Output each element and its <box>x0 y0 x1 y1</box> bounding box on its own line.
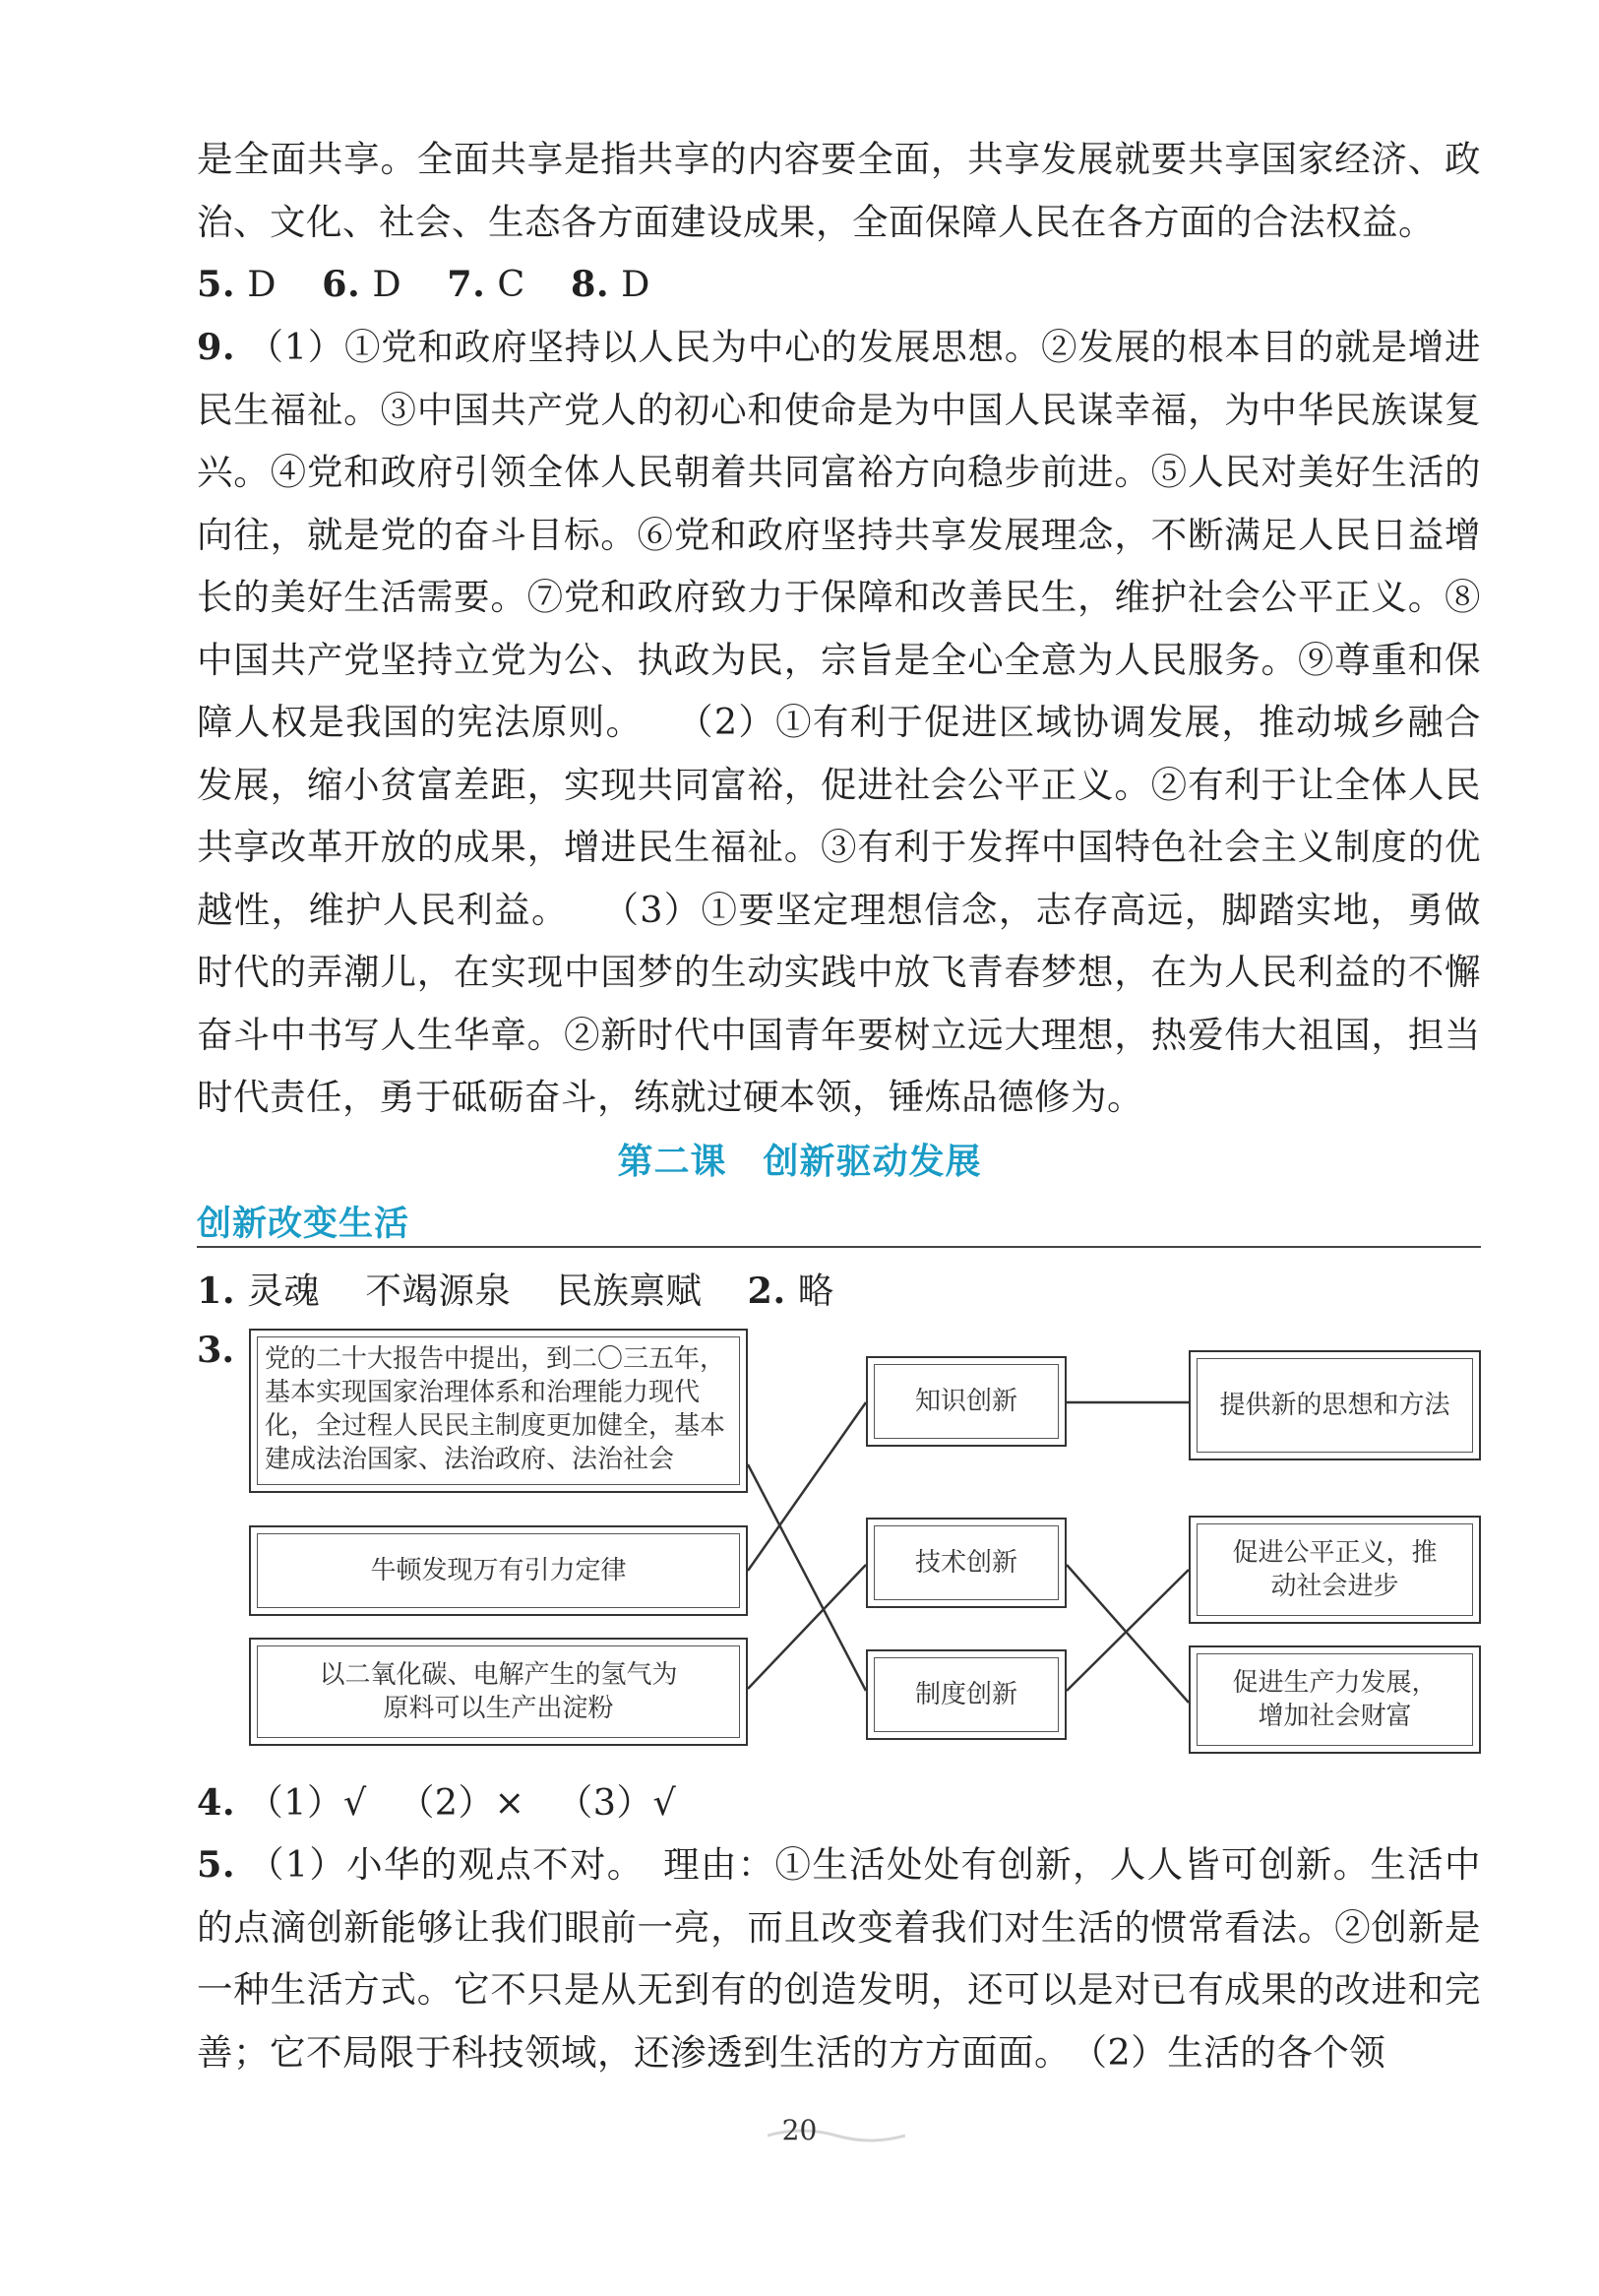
middle-box-tech-innovation-text: 技术创新 <box>914 1548 1017 1578</box>
q6-num: 6. <box>322 263 361 305</box>
connector-left2-to-knowledge <box>748 1402 866 1571</box>
q4-item-1: （1）√ <box>247 1781 367 1824</box>
intro-paragraph <box>197 128 1481 253</box>
q9-part3: （3）①要坚定理想信念，志存高远，脚踏实地，勇做时代的弄潮儿，在实现中国梦的生动实践中放飞青春梦想，在为人民利益的不懈奋斗中书写人生华章。②新时代中国青年要树立远大理想，热爱伟大祖国，担当时代责任，勇于砥砺奋斗，练就过硬本领，锤炼品德修为。 <box>197 888 1481 1118</box>
q5-num: 5. <box>197 1843 236 1886</box>
q5-answer-block <box>197 1833 1481 2083</box>
connector-left3-to-tech <box>748 1565 866 1689</box>
right-box-justice-progress <box>1189 1516 1481 1624</box>
left-box-cpc-report-text: 党的二十大报告中提出，到二〇三五年，基本实现国家治理体系和治理能力现代化，全过程人民民主制度更加健全，基本建成法治国家、法治政府、法治社会 <box>265 1344 726 1474</box>
left-box-cpc-report <box>249 1329 748 1493</box>
connector-left1-to-system <box>748 1464 866 1691</box>
middle-box-knowledge-innovation-text: 知识创新 <box>914 1387 1017 1416</box>
section-divider <box>197 1246 1481 1248</box>
q4-item-3: （3）√ <box>556 1781 677 1824</box>
answers-5-8 <box>197 253 1481 316</box>
q9-answer-block <box>197 316 1481 1129</box>
q6-answer: D <box>372 263 402 305</box>
right-box-new-ideas-text: 提供新的思想和方法 <box>1219 1391 1450 1420</box>
q1-answer-3: 民族禀赋 <box>556 1270 703 1312</box>
q5-answer: D <box>247 263 277 305</box>
q1-answer-2: 不竭源泉 <box>365 1270 512 1312</box>
q7-answer: C <box>497 263 525 305</box>
q4-num: 4. <box>197 1781 236 1824</box>
middle-box-system-innovation <box>866 1649 1067 1740</box>
connector-tech-to-productivity <box>1067 1565 1189 1703</box>
connector-system-to-justice <box>1067 1570 1189 1691</box>
section-title: 创新改变生活 <box>197 1205 410 1244</box>
left-box-newton-text: 牛顿发现万有引力定律 <box>370 1556 627 1585</box>
q1-q2-answers <box>197 1260 1481 1323</box>
right-box-justice-progress-text: 促进公平正义，推动社会进步 <box>1232 1538 1438 1601</box>
q9-num: 9. <box>197 326 236 368</box>
left-box-starch-text: 以二氧化碳、电解产生的氢气为原料可以生产出淀粉 <box>319 1660 678 1723</box>
q9-part1: （1）①党和政府坚持以人民为中心的发展思想。②发展的根本目的就是增进民生福祉。③中国共产党人的初心和使命是为中国人民谋幸福，为中华民族谋复兴。④党和政府引领全体人民朝着共同富裕方向稳步前进。⑤人民对美好生活的向往，就是党的奋斗目标。⑥党和政府坚持共享发展理念，不断满足人民日益增长的美好生活需要。⑦党和政府致力于保障和改善民生，维护社会公平正义。⑧中国共产党坚持立党为公、执政为民，宗旨是全心全意为人民服务。⑨尊重和保障人权是我国的宪法原则。 <box>197 326 1481 743</box>
q8-num: 8. <box>570 263 610 305</box>
page-number: 20 <box>781 2114 818 2146</box>
q8-answer: D <box>621 263 650 305</box>
q2-answer: 略 <box>797 1270 834 1312</box>
middle-box-knowledge-innovation <box>866 1356 1067 1447</box>
q5-text: （1）小华的观点不对。 理由：①生活处处有创新，人人皆可创新。生活中的点滴创新能够让我们眼前一亮，而且改变着我们对生活的惯常看法。②创新是一种生活方式。它不只是从无到有的创造发明，还可以是对已有成果的改进和完善；它不局限于科技领域，还渗透到生活的方方面面。 （2）生活的各个领 <box>197 1843 1481 2074</box>
right-box-productivity-wealth-text: 促进生产力发展，增加社会财富 <box>1232 1668 1438 1731</box>
q1-answer-1: 灵魂 <box>247 1270 321 1312</box>
q7-num: 7. <box>447 263 486 305</box>
q5-num: 5. <box>197 263 236 305</box>
right-box-new-ideas <box>1189 1350 1481 1460</box>
left-box-starch <box>249 1638 748 1746</box>
q2-num: 2. <box>747 1270 786 1312</box>
q4-answers <box>197 1771 1481 1834</box>
middle-box-tech-innovation <box>866 1518 1067 1608</box>
lesson-title: 第二课 创新驱动发展 <box>617 1142 982 1182</box>
left-box-newton <box>249 1525 748 1616</box>
q1-num: 1. <box>197 1270 236 1312</box>
intro-text: 是全面共享。全面共享是指共享的内容要全面，共享发展就要共享国家经济、政治、文化、社会、生态各方面建设成果，全面保障人民在各方面的合法权益。 <box>197 138 1481 243</box>
q3-num: 3. <box>197 1329 235 1371</box>
right-box-productivity-wealth <box>1189 1645 1481 1754</box>
q4-item-2: （2）× <box>398 1781 525 1824</box>
middle-box-system-innovation-text: 制度创新 <box>914 1680 1017 1709</box>
q9-part2: （2）①有利于促进区域协调发展，推动城乡融合发展，缩小贫富差距，实现共同富裕，促进社会公平正义。②有利于让全体人民共享改革开放的成果，增进民生福祉。③有利于发挥中国特色社会主义制度的优越性，维护人民利益。 <box>197 701 1481 931</box>
